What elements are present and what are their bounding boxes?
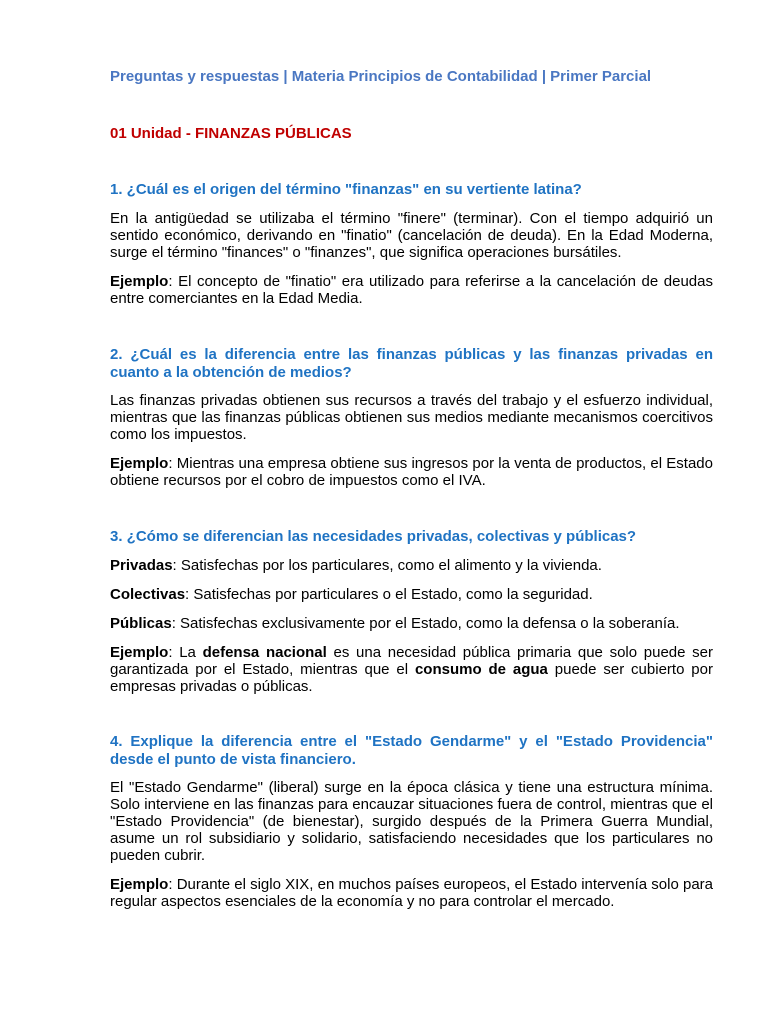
example-label: Ejemplo — [110, 644, 169, 661]
publicas-text: : Satisfechas exclusivamente por el Estado, como la defensa o la soberanía. — [171, 615, 680, 632]
question-4: 4. Explique la diferencia entre el "Estado Gendarme" y el "Estado Providencia" desde el punto de vista financiero. — [110, 733, 713, 768]
example-text: : Durante el siglo XIX, en muchos países europeos, el Estado intervenía solo para regular aspectos esenciales de la economía y no para controlar el mercado. — [110, 876, 713, 910]
example-3 — [110, 644, 713, 695]
example-text-1: : La — [168, 644, 203, 661]
example-1 — [110, 273, 713, 307]
example-label: Ejemplo — [110, 273, 169, 290]
need-privadas — [110, 557, 713, 574]
publicas-label: Públicas — [110, 615, 172, 632]
colectivas-label: Colectivas — [110, 586, 186, 603]
example-text: : Mientras una empresa obtiene sus ingresos por la venta de productos, el Estado obtiene recursos por el cobro de impuestos como el IVA. — [110, 455, 713, 489]
example-label: Ejemplo — [110, 455, 169, 472]
need-publicas — [110, 615, 713, 632]
privadas-text: : Satisfechas por los particulares, como el alimento y la vivienda. — [172, 557, 602, 574]
privadas-label: Privadas — [110, 557, 173, 574]
question-2: 2. ¿Cuál es la diferencia entre las finanzas públicas y las finanzas privadas en cuanto a la obtención de medios? — [110, 346, 713, 381]
example-label: Ejemplo — [110, 876, 169, 893]
answer-4: El "Estado Gendarme" (liberal) surge en la época clásica y tiene una estructura mínima. Solo interviene en las finanzas para encauzar situaciones fuera de control, mientras que el "Estado Providencia" (de bienestar), surgido después de la Primera Guerra Mundial, asume un rol subsidiario y solidario, satisfaciendo necesidades que los particulares no pueden cubrir. — [110, 779, 713, 864]
answer-1: En la antigüedad se utilizaba el término "finere" (terminar). Con el tiempo adquirió un sentido económico, derivando en "finatio" (cancelación de deuda). En la Edad Moderna, surge el término "finances" o "finanzes", que significa operaciones bursátiles. — [110, 210, 713, 261]
example-bold-2: consumo de agua — [414, 661, 548, 678]
question-3: 3. ¿Cómo se diferencian las necesidades privadas, colectivas y públicas? — [110, 528, 637, 545]
example-text: : El concepto de "finatio" era utilizado para referirse a la cancelación de deudas entre comerciantes en la Edad Media. — [110, 273, 713, 307]
example-2 — [110, 455, 713, 489]
document-title: Preguntas y respuestas | Materia Principios de Contabilidad | Primer Parcial — [110, 68, 652, 85]
answer-2: Las finanzas privadas obtienen sus recursos a través del trabajo y el esfuerzo individual, mientras que las finanzas públicas obtienen sus medios mediante mecanismos coercitivos como los impuestos. — [110, 392, 713, 443]
colectivas-text: : Satisfechas por particulares o el Estado, como la seguridad. — [185, 586, 593, 603]
unit-title: 01 Unidad - FINANZAS PÚBLICAS — [110, 125, 352, 142]
example-text-3: puede ser cubierto por empresas privadas o públicas. — [110, 661, 713, 695]
example-text-2: es una necesidad pública primaria que solo puede ser garantizada por el Estado, mientras que el — [110, 644, 713, 678]
need-colectivas — [110, 586, 713, 603]
example-bold-1: defensa nacional — [202, 644, 327, 661]
question-1: 1. ¿Cuál es el origen del término "finanzas" en su vertiente latina? — [110, 181, 582, 198]
example-4 — [110, 876, 713, 910]
